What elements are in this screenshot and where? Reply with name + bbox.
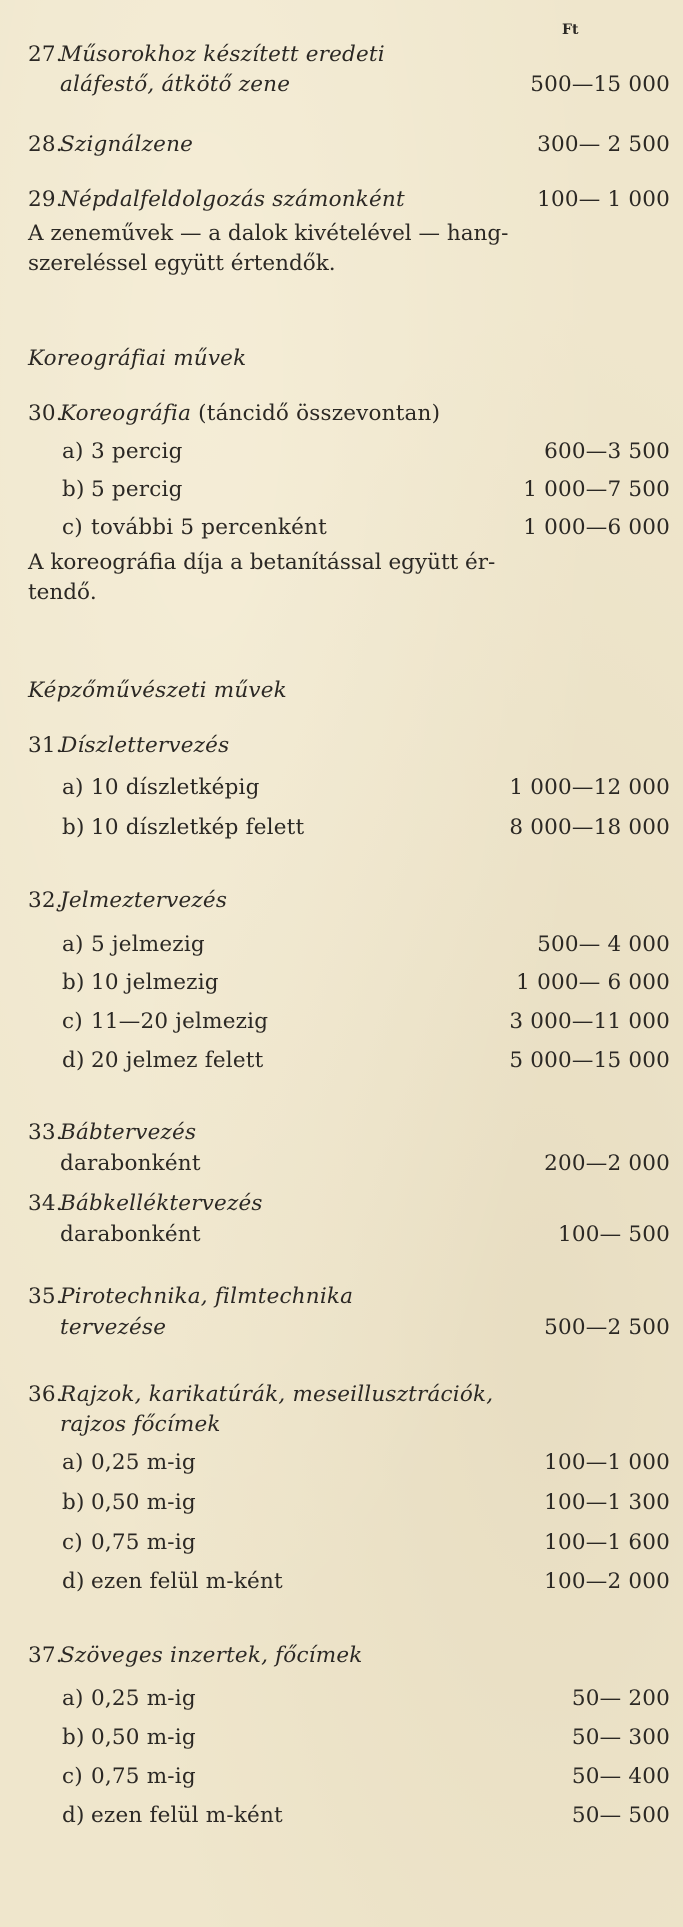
item-36-number: 36. — [28, 1382, 63, 1407]
item-36b-amount: 100—1 300 — [544, 1490, 670, 1515]
item-36d-amount: 100—2 000 — [544, 1569, 670, 1594]
item-37d-label: ezen felül m-ként — [91, 1803, 283, 1828]
item-32d-amount: 5 000—15 000 — [509, 1048, 670, 1073]
item-29-number: 29. — [28, 187, 63, 212]
section-fine-arts-heading: Képzőművészeti művek — [28, 678, 287, 703]
item-33-amount: 200—2 000 — [544, 1151, 670, 1176]
item-32c-label: 11—20 jelmezig — [91, 1009, 269, 1034]
item-30c-amount: 1 000—6 000 — [523, 515, 670, 540]
item-28-title: Szignálzene — [60, 132, 194, 157]
item-37a-label: 0,25 m-ig — [91, 1686, 196, 1711]
item-27-number: 27. — [28, 42, 63, 67]
item-32-title: Jelmeztervezés — [60, 888, 228, 913]
item-31-number: 31. — [28, 733, 63, 758]
item-32d-letter: d) — [62, 1048, 85, 1073]
item-30b-amount: 1 000—7 500 — [523, 477, 670, 502]
item-34-number: 34. — [28, 1191, 63, 1216]
item-37a-letter: a) — [62, 1686, 84, 1711]
item-37-title: Szöveges inzertek, főcímek — [60, 1643, 363, 1668]
item-32a-amount: 500— 4 000 — [537, 932, 670, 957]
item-36a-label: 0,25 m-ig — [91, 1450, 196, 1475]
item-35-number: 35. — [28, 1284, 63, 1309]
item-36b-label: 0,50 m-ig — [91, 1490, 196, 1515]
item-30-title: Koreográfia — [60, 401, 192, 426]
section-choreography-heading: Koreográfiai művek — [28, 346, 247, 371]
item-30a-letter: a) — [62, 439, 84, 464]
item-36d-label: ezen felül m-ként — [91, 1569, 283, 1594]
item-37b-amount: 50— 300 — [571, 1725, 670, 1750]
item-27-title-line2: aláfestő, átkötő zene — [60, 72, 291, 97]
item-35-title-line1: Pirotechnika, filmtechnika — [60, 1284, 354, 1309]
note-choreography-line1: A koreográfia díja a betanítással együtt ér- — [28, 550, 496, 575]
item-27-amount: 500—15 000 — [530, 72, 670, 97]
item-36-title-line1: Rajzok, karikatúrák, meseillusztrációk, — [60, 1382, 494, 1407]
item-32c-amount: 3 000—11 000 — [509, 1009, 670, 1034]
item-36c-label: 0,75 m-ig — [91, 1530, 196, 1555]
item-31a-label: 10 díszletképig — [91, 775, 260, 800]
item-35-amount: 500—2 500 — [544, 1315, 670, 1340]
item-36d-letter: d) — [62, 1569, 85, 1594]
item-33-title: Bábtervezés — [60, 1120, 197, 1145]
item-37c-label: 0,75 m-ig — [91, 1764, 196, 1789]
item-31-title: Díszlettervezés — [60, 733, 230, 758]
item-36a-amount: 100—1 000 — [544, 1450, 670, 1475]
item-37d-amount: 50— 500 — [571, 1803, 670, 1828]
item-30-title-line — [60, 403, 440, 425]
item-28-amount: 300— 2 500 — [537, 132, 670, 157]
item-37c-letter: c) — [62, 1764, 83, 1789]
item-33-number: 33. — [28, 1120, 63, 1145]
item-28-number: 28. — [28, 132, 63, 157]
item-37d-letter: d) — [62, 1803, 85, 1828]
item-32d-label: 20 jelmez felett — [91, 1048, 264, 1073]
item-27-title-line1: Műsorokhoz készített eredeti — [60, 42, 385, 67]
item-31b-label: 10 díszletkép felett — [91, 815, 305, 840]
item-34-amount: 100— 500 — [557, 1222, 670, 1247]
item-30a-amount: 600—3 500 — [544, 439, 670, 464]
item-30c-label: további 5 percenként — [91, 515, 327, 540]
note-choreography-line2: tendő. — [28, 580, 97, 605]
item-37a-amount: 50— 200 — [571, 1686, 670, 1711]
item-32a-letter: a) — [62, 932, 84, 957]
item-35-title-line2: tervezése — [60, 1315, 167, 1340]
item-37-number: 37. — [28, 1643, 63, 1668]
note-music-line2: szereléssel együtt értendők. — [28, 251, 336, 276]
item-32b-letter: b) — [62, 970, 85, 995]
item-32b-amount: 1 000— 6 000 — [516, 970, 670, 995]
item-32c-letter: c) — [62, 1009, 83, 1034]
item-34-sub: darabonként — [60, 1222, 201, 1247]
note-choreography — [28, 548, 670, 608]
item-36c-amount: 100—1 600 — [544, 1530, 670, 1555]
item-30a-label: 3 percig — [91, 439, 183, 464]
item-34-title: Bábkelléktervezés — [60, 1191, 263, 1216]
item-31a-amount: 1 000—12 000 — [509, 775, 670, 800]
item-36b-letter: b) — [62, 1490, 85, 1515]
item-36-title-line2: rajzos főcímek — [60, 1412, 221, 1437]
item-36a-letter: a) — [62, 1450, 84, 1475]
item-30b-letter: b) — [62, 477, 85, 502]
item-30b-label: 5 percig — [91, 477, 183, 502]
item-31b-letter: b) — [62, 815, 85, 840]
item-30-title-suffix: (táncidő összevontan) — [198, 401, 441, 426]
item-37b-letter: b) — [62, 1725, 85, 1750]
currency-header: Ft — [562, 22, 579, 38]
item-37b-label: 0,50 m-ig — [91, 1725, 196, 1750]
item-33-sub: darabonként — [60, 1151, 201, 1176]
item-32-number: 32. — [28, 888, 63, 913]
item-32a-label: 5 jelmezig — [91, 932, 205, 957]
note-music — [28, 219, 670, 279]
item-37c-amount: 50— 400 — [571, 1764, 670, 1789]
item-29-amount: 100— 1 000 — [537, 187, 670, 212]
item-29-title: Népdalfeldolgozás számonként — [60, 187, 405, 212]
item-36c-letter: c) — [62, 1530, 83, 1555]
item-31b-amount: 8 000—18 000 — [509, 815, 670, 840]
item-30c-letter: c) — [62, 515, 83, 540]
item-31a-letter: a) — [62, 775, 84, 800]
item-30-number: 30. — [28, 401, 63, 426]
item-32b-label: 10 jelmezig — [91, 970, 219, 995]
note-music-line1: A zeneművek — a dalok kivételével — hang- — [28, 221, 509, 246]
